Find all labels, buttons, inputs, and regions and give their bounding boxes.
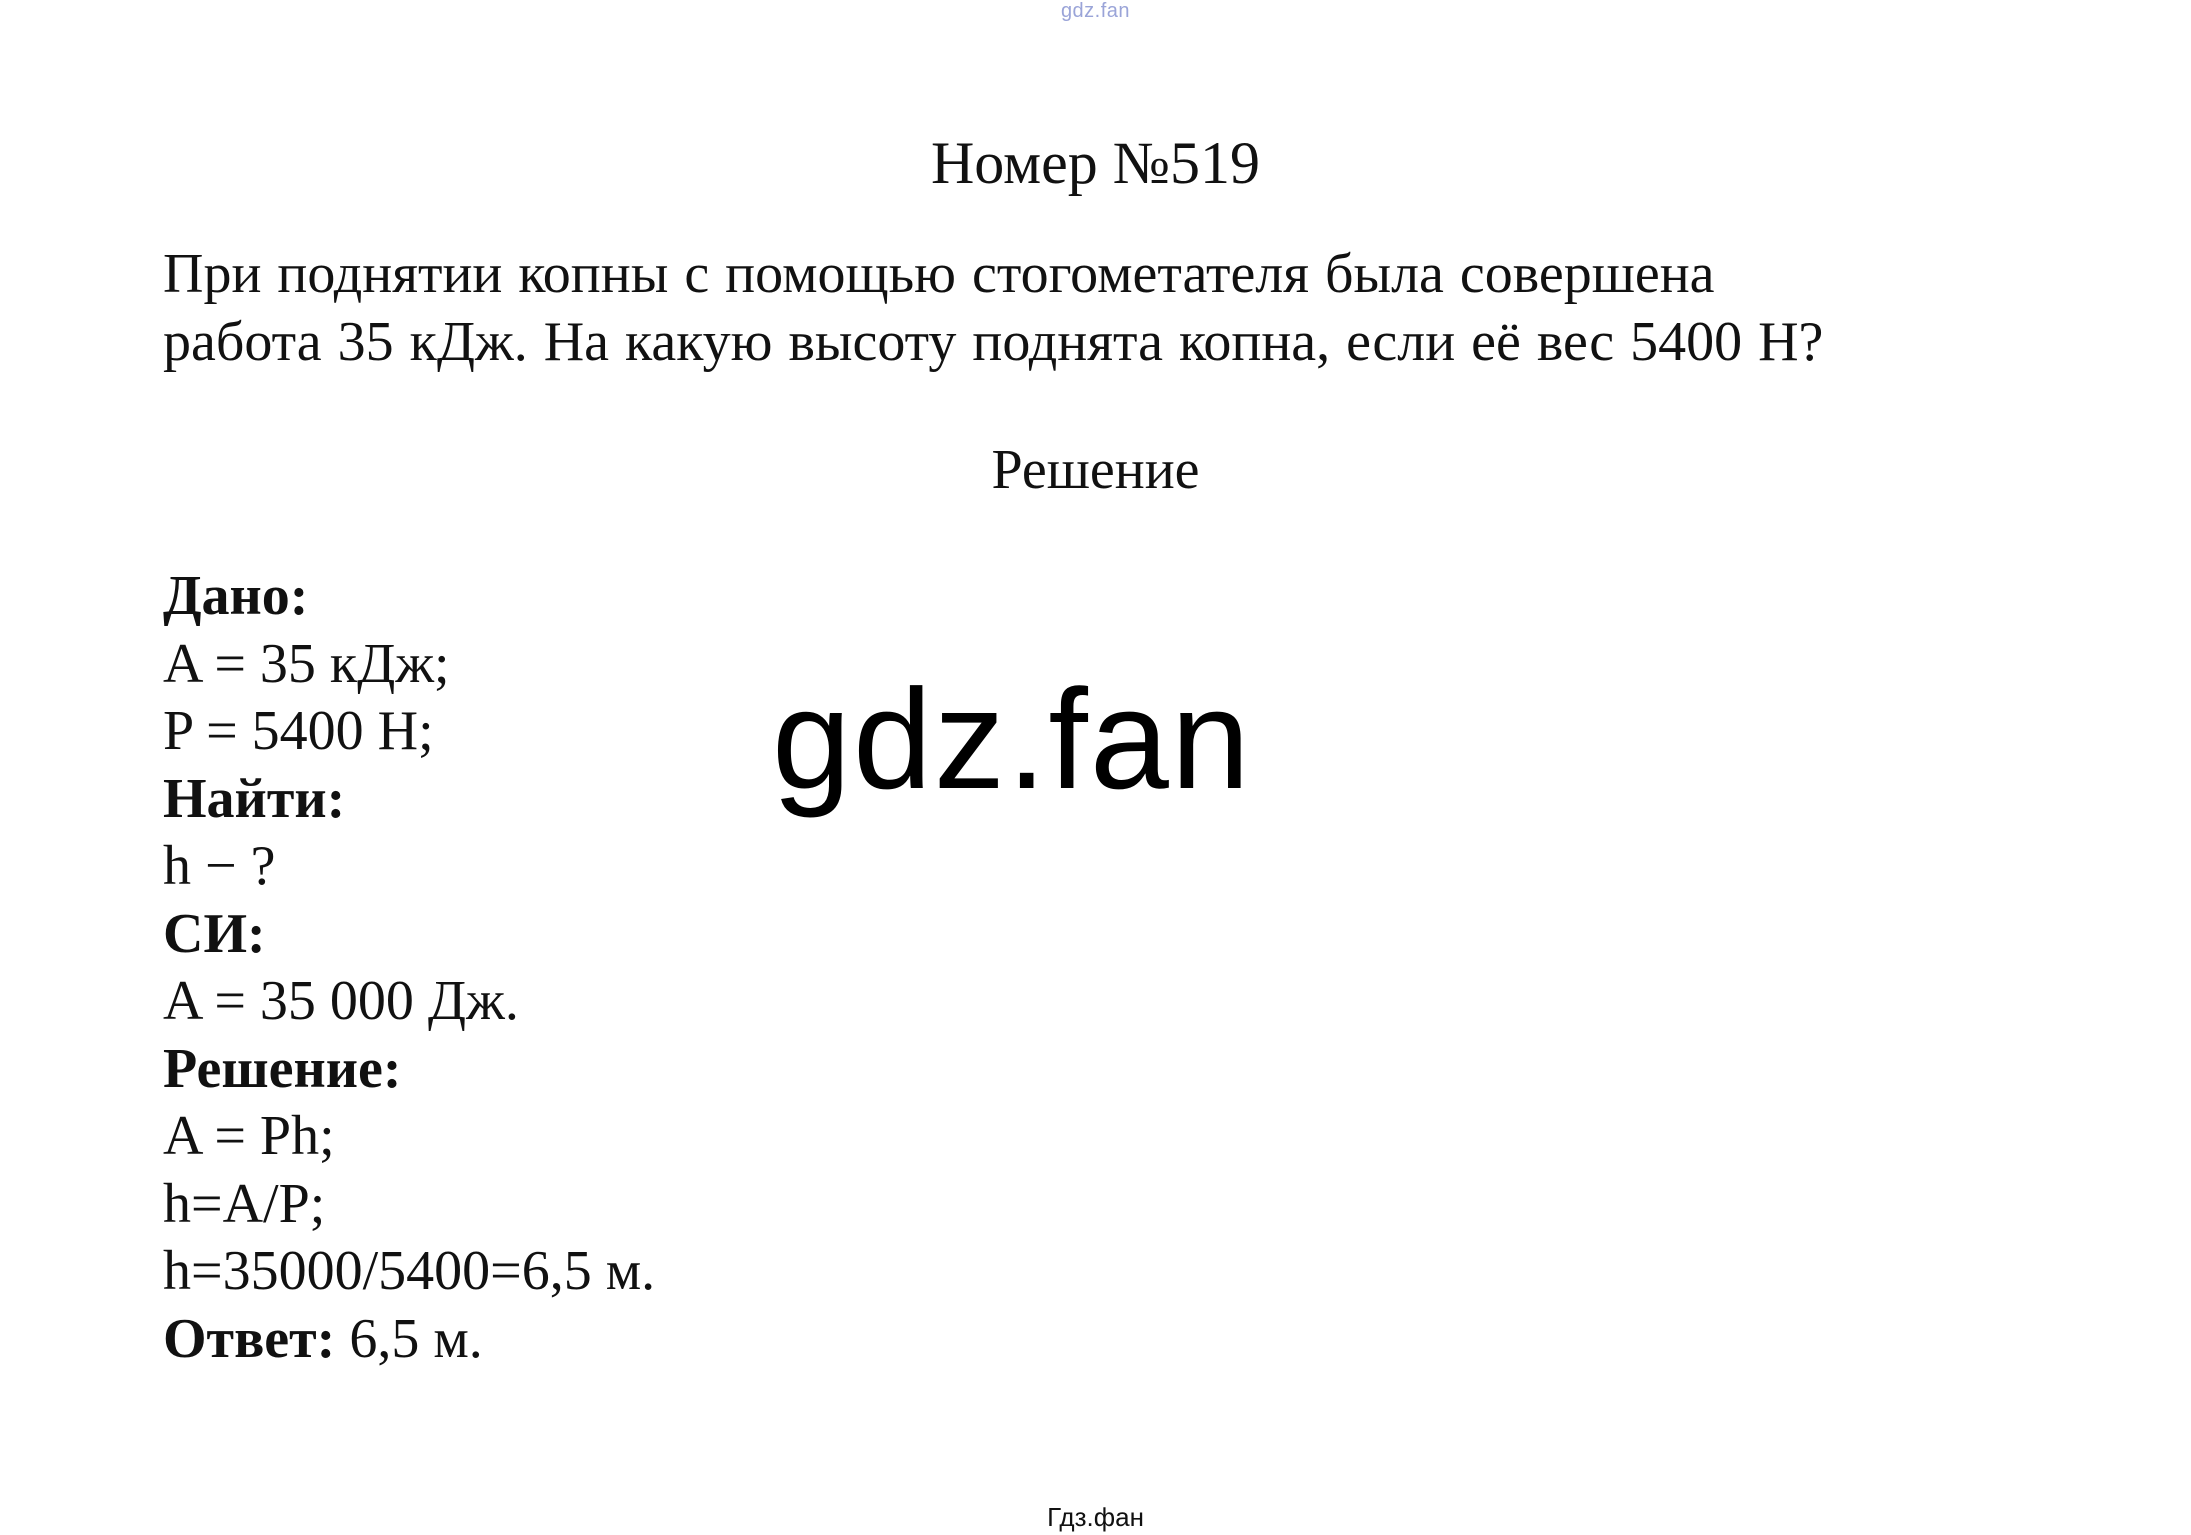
given-label: Дано: — [163, 565, 309, 627]
find-line-height: h − ? — [163, 835, 276, 897]
solve-label: Решение: — [163, 1037, 402, 1100]
problem-line-2: работа 35 кДж. На какую высоту поднята копна, если её вес 5400 Н? — [163, 311, 1824, 373]
find-label: Найти: — [163, 767, 346, 830]
answer-value: 6,5 м. — [335, 1307, 483, 1370]
solution-block — [163, 563, 655, 1373]
center-watermark: gdz.fan — [772, 660, 1252, 819]
answer-line — [163, 1306, 655, 1374]
top-watermark: gdz.fan — [1060, 0, 1131, 22]
solve-line-derived: h=A/P; — [163, 1172, 326, 1235]
si-line-work: A = 35 000 Дж. — [163, 970, 519, 1032]
given-line-work: A = 35 кДж; — [163, 632, 450, 695]
problem-statement — [163, 240, 2063, 376]
answer-label: Ответ: — [163, 1307, 336, 1370]
solve-line-computed: h=35000/5400=6,5 м. — [163, 1240, 656, 1302]
problem-line-1: При поднятии копны с помощью стогометателя была совершена — [163, 243, 1715, 305]
footer-text: Гдз.фан — [1047, 1502, 1144, 1532]
solve-line-formula: A = Ph; — [163, 1105, 335, 1167]
si-label: СИ: — [163, 902, 266, 965]
solution-heading: Решение — [991, 439, 1200, 501]
given-line-weight: P = 5400 Н; — [163, 700, 434, 762]
page-title: Номер №519 — [930, 130, 1261, 196]
